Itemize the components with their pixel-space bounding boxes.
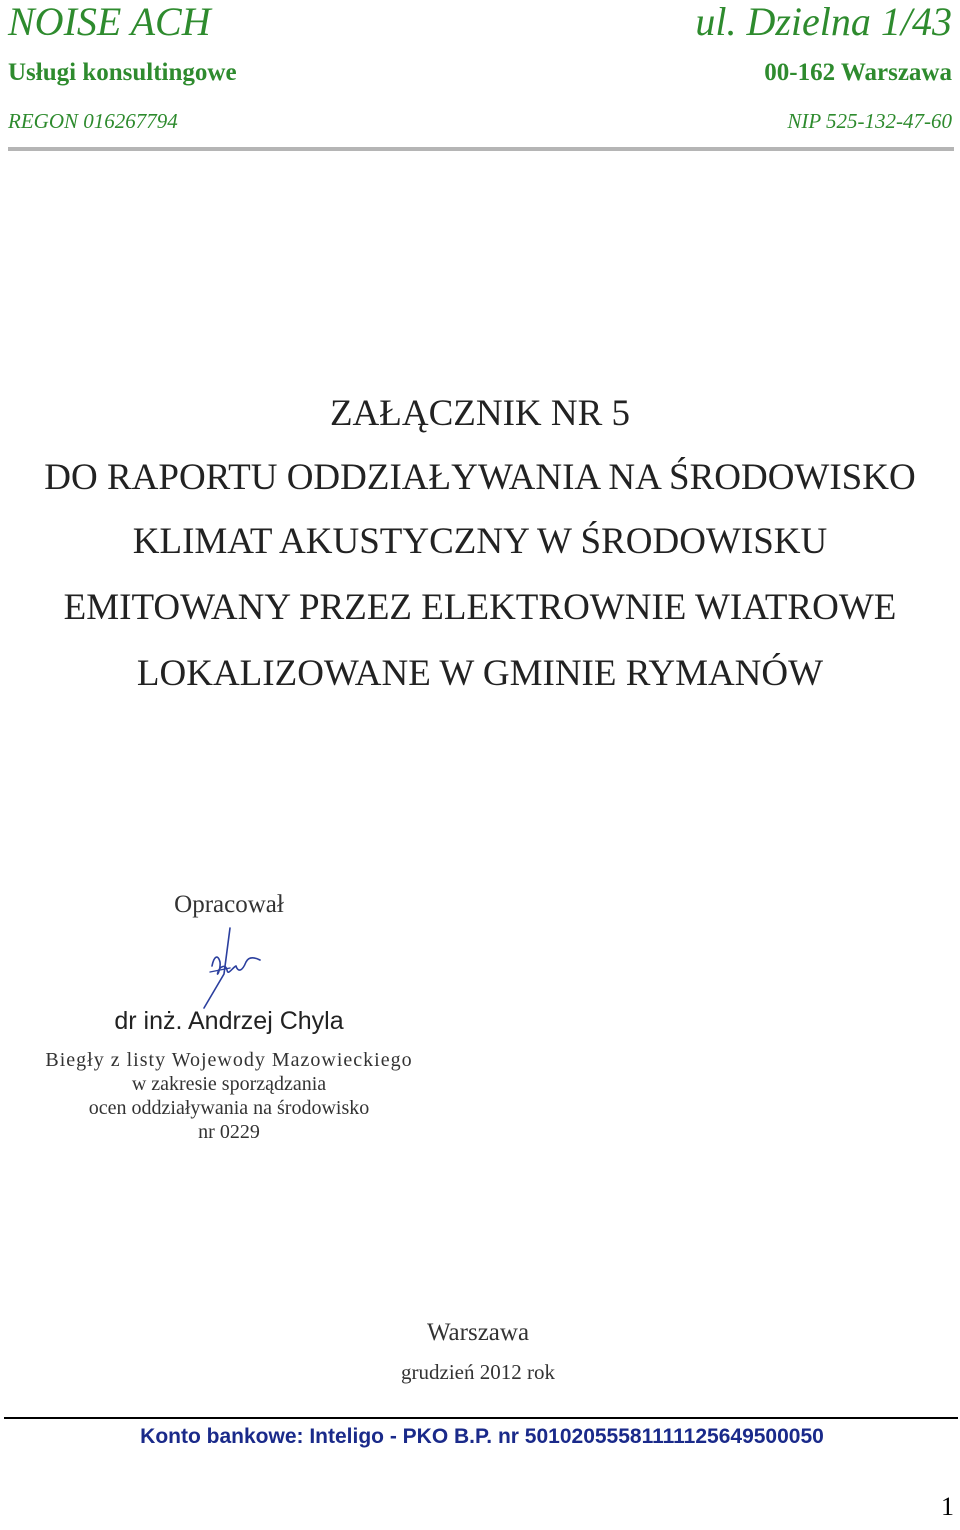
- document-title-line: DO RAPORTU ODDZIAŁYWANIA NA ŚRODOWISKO: [44, 457, 916, 498]
- document-title-line: ZAŁĄCZNIK NR 5: [329, 393, 631, 434]
- document-title-line: EMITOWANY PRZEZ ELEKTROWNIE WIATROWE: [63, 587, 897, 628]
- header-divider: [8, 147, 954, 151]
- expert-credential-line: nr 0229: [198, 1121, 260, 1143]
- company-tagline: Usługi konsultingowe: [8, 59, 237, 86]
- nip-number: NIP 525-132-47-60: [787, 109, 952, 133]
- signature-icon: [190, 922, 270, 1012]
- page-number: 1: [941, 1492, 954, 1521]
- company-name: NOISE ACH: [8, 0, 211, 44]
- address-city: 00-162 Warszawa: [764, 59, 952, 86]
- document-place: Warszawa: [426, 1319, 530, 1346]
- footer-divider: [4, 1417, 958, 1419]
- document-title-line: LOKALIZOWANE W GMINIE RYMANÓW: [136, 653, 824, 694]
- document-title-line: KLIMAT AKUSTYCZNY W ŚRODOWISKU: [132, 521, 828, 562]
- document-date: grudzień 2012 rok: [401, 1360, 555, 1384]
- prepared-by-label: Opracował: [174, 891, 284, 918]
- bank-account-info: Konto bankowe: Inteligo - PKO B.P. nr 50102055581111125649500050: [140, 1425, 824, 1448]
- expert-credential-line: Biegły z listy Wojewody Mazowieckiego: [45, 1049, 413, 1071]
- address-street: ul. Dzielna 1/43: [695, 0, 952, 44]
- expert-credential-line: w zakresie sporządzania: [131, 1073, 327, 1095]
- expert-credential-line: ocen oddziaływania na środowisko: [88, 1097, 370, 1119]
- regon-number: REGON 016267794: [8, 109, 178, 133]
- author-name: dr inż. Andrzej Chyla: [114, 1007, 344, 1035]
